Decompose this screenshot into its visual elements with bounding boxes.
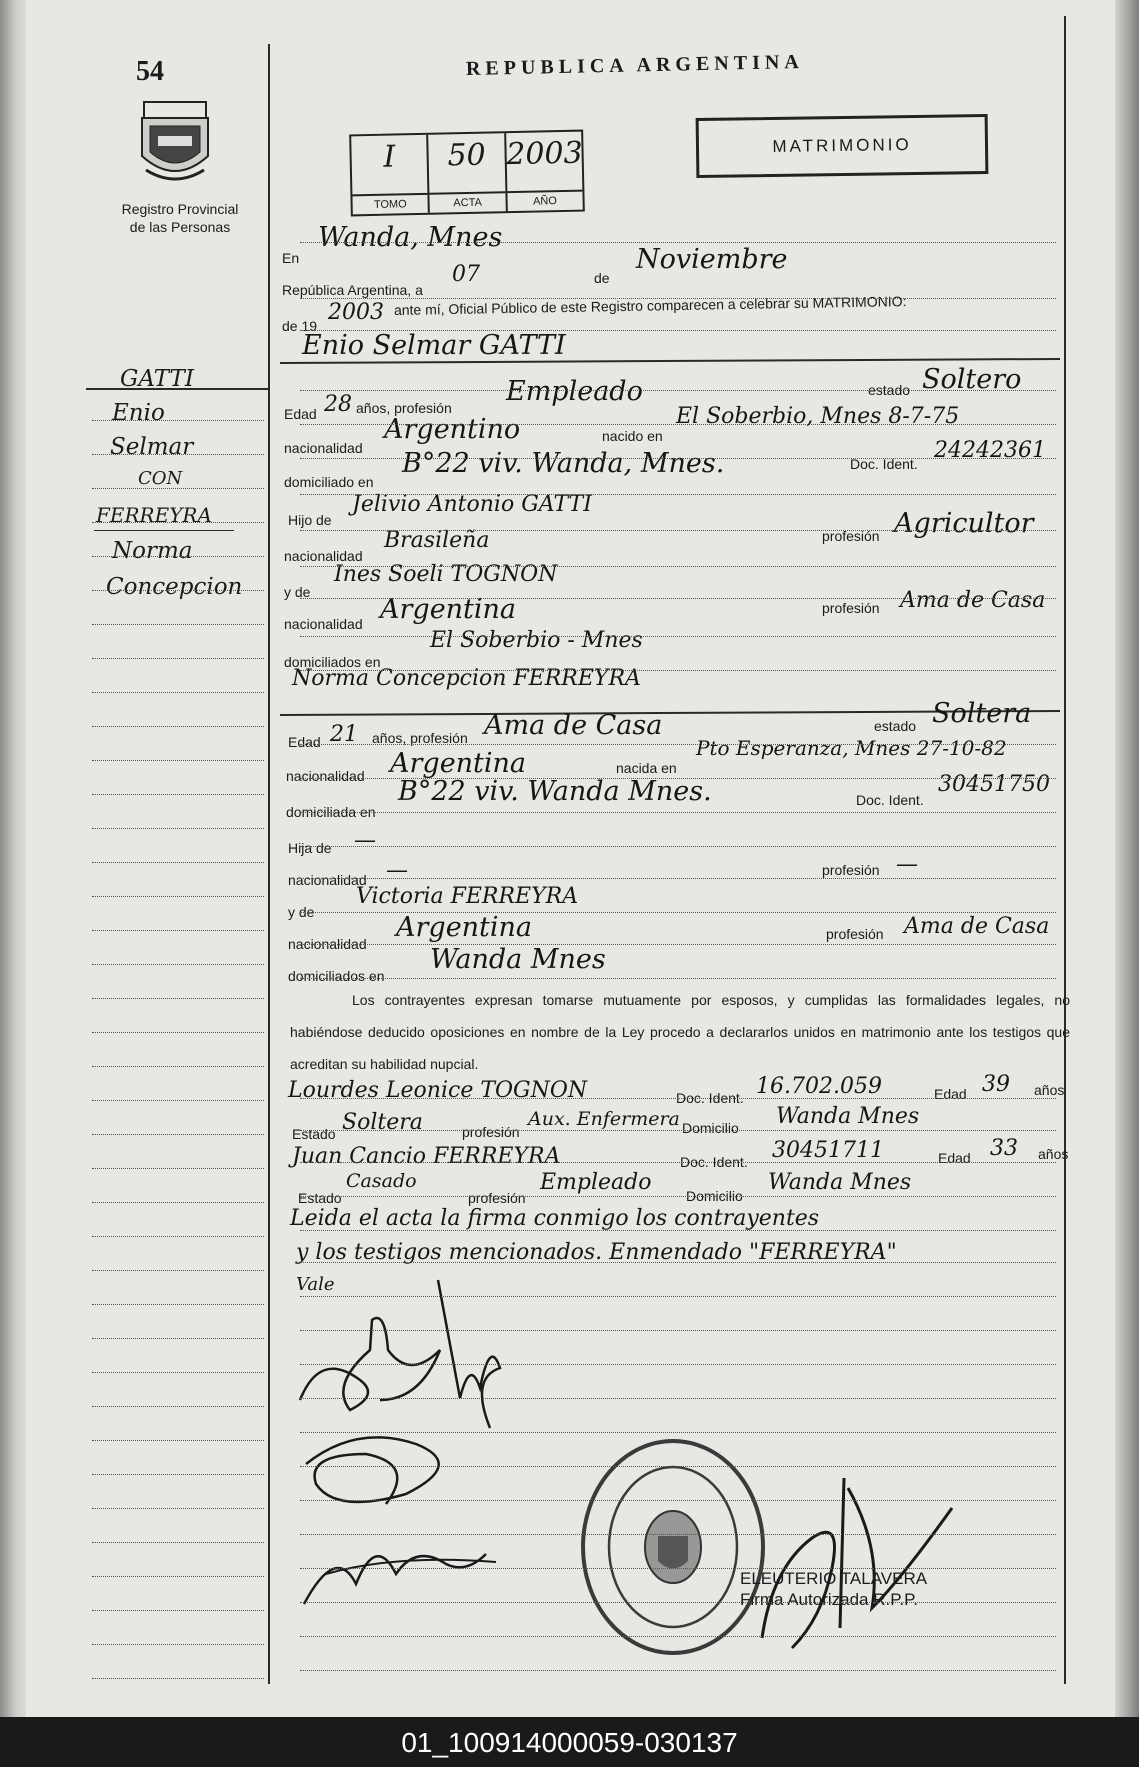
registry-line-1: Registro Provincial bbox=[121, 201, 239, 217]
bride-status: Soltera bbox=[932, 698, 1032, 729]
witness-1-doc: 16.702.059 bbox=[756, 1074, 882, 1099]
groom-father-nationality: Brasileña bbox=[384, 528, 490, 553]
label-profesion: profesión bbox=[826, 926, 884, 942]
declaration-text: Los contrayentes expresan tomarse mutuamente por esposos, y cumplidas las formalidades legales, no habiéndose deducido oposiciones en nombre de la Ley procedo a declararlos unidos en matrimonio ante los testigos que acreditan su habilidad nupcial. bbox=[290, 992, 1070, 1072]
groom-nationality: Argentino bbox=[384, 414, 521, 445]
ruled-line bbox=[92, 1678, 264, 1679]
ruled-line bbox=[92, 1474, 264, 1475]
bride-father: — bbox=[354, 828, 376, 853]
label-republica: República Argentina, a bbox=[282, 282, 423, 298]
closing-note-line: y los testigos mencionados. Enmendado "FERREYRA" bbox=[296, 1240, 897, 1265]
margin-divider bbox=[268, 44, 270, 1684]
bride-profession: Ama de Casa bbox=[484, 710, 663, 741]
label-nacionalidad: nacionalidad bbox=[286, 768, 365, 784]
ruled-line bbox=[92, 1270, 264, 1271]
ruled-line bbox=[300, 424, 1056, 425]
ruled-line bbox=[92, 794, 264, 795]
label-profesion: profesión bbox=[822, 600, 880, 616]
day-value: 07 bbox=[452, 262, 480, 287]
book-binding bbox=[0, 0, 26, 1717]
ruled-line bbox=[92, 1236, 264, 1237]
bride-father-profession: — bbox=[896, 852, 918, 877]
ruled-line bbox=[300, 1466, 1056, 1467]
bride-mother-nationality: Argentina bbox=[396, 912, 533, 943]
margin-note: Enio bbox=[112, 400, 165, 426]
ruled-line bbox=[92, 1542, 264, 1543]
official-title: Firma Autorizada R.P.P. bbox=[740, 1590, 918, 1609]
closing-note-line: Leida el acta la firma conmigo los contrayentes bbox=[290, 1206, 820, 1231]
ruled-line bbox=[92, 998, 264, 999]
reference-box bbox=[349, 130, 585, 217]
ruled-line bbox=[92, 760, 264, 761]
ruled-line bbox=[92, 896, 264, 897]
ruled-line bbox=[300, 242, 1056, 243]
margin-rule bbox=[94, 530, 234, 531]
groom-father-profession: Agricultor bbox=[894, 508, 1034, 539]
official-name: ELEUTERIO TALAVERA bbox=[740, 1569, 928, 1588]
ruled-line bbox=[92, 862, 264, 863]
label-en: En bbox=[282, 250, 300, 266]
label-profesion: profesión bbox=[822, 862, 880, 878]
official-signature-block bbox=[740, 1568, 927, 1610]
ruled-line bbox=[92, 1202, 264, 1203]
bride-doc: 30451750 bbox=[938, 772, 1050, 797]
witness-2-profession: Empleado bbox=[540, 1170, 652, 1195]
ruled-line bbox=[300, 1670, 1056, 1671]
comparecen-text: ante mí, Oficial Público de este Registro comparecen a celebrar su MATRIMONIO: bbox=[393, 293, 907, 318]
ruled-line bbox=[300, 1262, 1056, 1263]
registry-name bbox=[100, 200, 260, 236]
label-nacionalidad: nacionalidad bbox=[284, 548, 363, 564]
label-profesion: profesión bbox=[468, 1190, 526, 1206]
ruled-line bbox=[92, 1032, 264, 1033]
acta-cell bbox=[429, 133, 508, 213]
groom-birthplace: El Soberbio, Mnes 8-7-75 bbox=[676, 404, 960, 429]
ruled-line bbox=[300, 1398, 1056, 1399]
ano-value: 2003 bbox=[505, 135, 583, 173]
ruled-line bbox=[92, 522, 264, 523]
acta-value: 50 bbox=[447, 137, 487, 174]
year-value: 2003 bbox=[328, 300, 384, 325]
page-number: 54 bbox=[136, 56, 164, 87]
label-doc-ident: Doc. Ident. bbox=[680, 1154, 748, 1170]
margin-note: FERREYRA bbox=[96, 503, 212, 527]
ruled-line bbox=[300, 1602, 1056, 1603]
ruled-line bbox=[92, 1644, 264, 1645]
ruled-line bbox=[92, 658, 264, 659]
label-nacida: nacida en bbox=[616, 760, 677, 776]
tomo-label: TOMO bbox=[352, 193, 428, 215]
ruled-line bbox=[92, 1508, 264, 1509]
ruled-line bbox=[300, 670, 1056, 671]
ruled-line bbox=[300, 978, 1056, 979]
ruled-line bbox=[300, 778, 1056, 779]
ano-cell bbox=[506, 132, 583, 212]
ruled-line bbox=[92, 624, 264, 625]
witness-2-age: 33 bbox=[990, 1136, 1018, 1161]
ruled-line bbox=[300, 494, 1056, 495]
ruled-line bbox=[300, 1296, 1056, 1297]
ruled-line bbox=[300, 878, 1056, 879]
ruled-line bbox=[92, 1610, 264, 1611]
ruled-line bbox=[300, 1098, 1056, 1099]
provincial-crest-icon bbox=[136, 96, 214, 188]
margin-note: Norma bbox=[112, 538, 193, 564]
witness-2-address: Wanda Mnes bbox=[768, 1170, 912, 1195]
record-type: MATRIMONIO bbox=[772, 135, 912, 156]
ruled-line bbox=[300, 1330, 1056, 1331]
label-estado: Estado bbox=[298, 1190, 342, 1206]
ruled-line bbox=[92, 1406, 264, 1407]
bride-birthplace: Pto Esperanza, Mnes 27-10-82 bbox=[696, 736, 1007, 760]
witness-1-address: Wanda Mnes bbox=[776, 1104, 920, 1129]
ruled-line bbox=[300, 1636, 1056, 1637]
groom-father: Jelivio Antonio GATTI bbox=[352, 492, 592, 517]
ruled-line bbox=[300, 598, 1056, 599]
label-doc-ident: Doc. Ident. bbox=[856, 792, 924, 808]
margin-note: GATTI bbox=[120, 366, 194, 392]
groom-status: Soltero bbox=[922, 364, 1022, 395]
ruled-line bbox=[92, 930, 264, 931]
ruled-line bbox=[300, 812, 1056, 813]
label-profesion: profesión bbox=[462, 1124, 520, 1140]
label-hijo-de: Hijo de bbox=[288, 512, 332, 528]
label-doc-ident: Doc. Ident. bbox=[676, 1090, 744, 1106]
record-type-box bbox=[696, 114, 989, 178]
margin-note: CON bbox=[138, 468, 183, 489]
label-anos: años bbox=[1034, 1082, 1065, 1098]
witness-1-profession: Aux. Enfermera bbox=[528, 1108, 680, 1130]
label-nacido: nacido en bbox=[602, 428, 663, 444]
ruled-line bbox=[92, 454, 264, 455]
ruled-line bbox=[92, 488, 264, 489]
witness-2-name: Juan Cancio FERREYRA bbox=[292, 1144, 561, 1169]
registry-line-2: de las Personas bbox=[129, 219, 231, 235]
label-edad: Edad bbox=[934, 1086, 967, 1102]
label-anos: años bbox=[1038, 1146, 1069, 1162]
label-edad: Edad bbox=[288, 734, 321, 750]
label-domiciliado: domiciliado en bbox=[284, 474, 374, 490]
ruled-line bbox=[92, 556, 264, 557]
ruled-line bbox=[300, 1432, 1056, 1433]
ruled-line bbox=[92, 828, 264, 829]
ruled-line bbox=[300, 846, 1056, 847]
ruled-line bbox=[92, 692, 264, 693]
witness-2-status: Casado bbox=[346, 1170, 417, 1192]
ruled-line bbox=[92, 1066, 264, 1067]
margin-note: Concepcion bbox=[106, 574, 243, 600]
ruled-line bbox=[300, 944, 1056, 945]
groom-age: 28 bbox=[324, 392, 352, 417]
signature-bride-icon bbox=[430, 1278, 520, 1438]
bride-address: B°22 viv. Wanda Mnes. bbox=[398, 776, 712, 807]
ruled-line bbox=[92, 590, 264, 591]
ruled-line bbox=[300, 636, 1056, 637]
ruled-line bbox=[300, 298, 1056, 299]
ruled-line bbox=[300, 744, 1056, 745]
ruled-line bbox=[92, 420, 264, 421]
label-anos-profesion: años, profesión bbox=[372, 730, 468, 746]
ruled-line bbox=[92, 1372, 264, 1373]
ruled-line bbox=[92, 1168, 264, 1169]
ruled-line bbox=[92, 1440, 264, 1441]
acta-label: ACTA bbox=[430, 191, 506, 213]
label-estado: estado bbox=[874, 718, 917, 734]
bride-name: Norma Concepcion FERREYRA bbox=[292, 666, 641, 691]
ruled-line bbox=[92, 726, 264, 727]
label-nacionalidad: nacionalidad bbox=[284, 616, 363, 632]
ruled-line bbox=[300, 1162, 1056, 1163]
tomo-value: I bbox=[383, 139, 396, 175]
bride-nationality: Argentina bbox=[390, 748, 527, 779]
right-border bbox=[1064, 16, 1066, 1684]
ruled-line bbox=[300, 1196, 1056, 1197]
label-estado: estado bbox=[868, 382, 911, 398]
ruled-line bbox=[300, 1364, 1056, 1365]
label-y-de: y de bbox=[284, 584, 311, 600]
bride-mother-profession: Ama de Casa bbox=[904, 914, 1050, 939]
label-nacionalidad: nacionalidad bbox=[284, 440, 363, 456]
tomo-cell bbox=[351, 135, 430, 215]
ruled-line bbox=[300, 1230, 1056, 1231]
bride-age: 21 bbox=[330, 722, 358, 747]
page-edge bbox=[1115, 0, 1139, 1717]
groom-parents-address: El Soberbio - Mnes bbox=[430, 628, 643, 653]
label-edad: Edad bbox=[284, 406, 317, 422]
ruled-line bbox=[300, 390, 1056, 391]
label-nacionalidad: nacionalidad bbox=[288, 872, 367, 888]
groom-mother-nationality: Argentina bbox=[380, 594, 517, 625]
label-domiciliada: domiciliada en bbox=[286, 804, 376, 820]
label-anos-profesion: años, profesión bbox=[356, 400, 452, 416]
ruled-line bbox=[92, 1576, 264, 1577]
country-title: REPUBLICA ARGENTINA bbox=[465, 50, 804, 80]
label-edad: Edad bbox=[938, 1150, 971, 1166]
ruled-line bbox=[92, 1338, 264, 1339]
label-domiciliados: domiciliados en bbox=[288, 968, 385, 984]
footer-code: 01_100914000059-030137 bbox=[401, 1727, 738, 1758]
bride-parents-address: Wanda Mnes bbox=[430, 944, 606, 975]
label-y-de: y de bbox=[288, 904, 315, 920]
witness-2-doc: 30451711 bbox=[772, 1138, 884, 1163]
label-de-19: de 19 bbox=[282, 318, 318, 334]
month-value: Noviembre bbox=[636, 244, 788, 275]
witness-1-age: 39 bbox=[982, 1072, 1010, 1097]
groom-name: Enio Selmar GATTI bbox=[302, 330, 566, 361]
label-estado: Estado bbox=[292, 1126, 336, 1142]
margin-note: Selmar bbox=[110, 434, 194, 460]
ruled-line bbox=[300, 1568, 1056, 1569]
ruled-line bbox=[300, 330, 1056, 331]
ano-label: AÑO bbox=[507, 190, 583, 212]
ruled-line bbox=[300, 1534, 1056, 1535]
groom-doc: 24242361 bbox=[934, 438, 1046, 463]
bride-father-nationality: — bbox=[386, 858, 408, 883]
place-value: Wanda, Mnes bbox=[318, 222, 503, 253]
witness-1-name: Lourdes Leonice TOGNON bbox=[288, 1078, 588, 1103]
label-hija-de: Hija de bbox=[288, 840, 332, 856]
witness-1-status: Soltera bbox=[342, 1110, 423, 1135]
ruled-line bbox=[300, 530, 1056, 531]
label-nacionalidad: nacionalidad bbox=[288, 936, 367, 952]
label-de: de bbox=[594, 270, 610, 286]
ruled-line bbox=[92, 1304, 264, 1305]
ruled-line bbox=[300, 1130, 1056, 1131]
label-domicilio: Domicilio bbox=[686, 1188, 743, 1204]
label-domiciliados: domiciliados en bbox=[284, 654, 381, 670]
groom-mother-profession: Ama de Casa bbox=[900, 588, 1046, 613]
label-domicilio: Domicilio bbox=[682, 1120, 739, 1136]
closing-note-line: Vale bbox=[296, 1274, 335, 1295]
ruled-line bbox=[300, 912, 1056, 913]
groom-address: B°22 viv. Wanda, Mnes. bbox=[402, 448, 725, 479]
bride-mother: Victoria FERREYRA bbox=[356, 884, 579, 909]
ruled-line bbox=[92, 1134, 264, 1135]
signature-witnesses-icon bbox=[296, 1424, 496, 1624]
ruled-line bbox=[300, 1500, 1056, 1501]
ruled-line bbox=[92, 964, 264, 965]
ruled-line bbox=[92, 1100, 264, 1101]
signature-official-icon bbox=[752, 1468, 972, 1658]
label-profesion: profesión bbox=[822, 528, 880, 544]
groom-mother: Ines Soeli TOGNON bbox=[334, 562, 558, 587]
ruled-line bbox=[300, 566, 1056, 567]
groom-profession: Empleado bbox=[506, 376, 643, 407]
ruled-line bbox=[300, 458, 1056, 459]
label-doc-ident: Doc. Ident. bbox=[850, 456, 918, 472]
official-stamp-icon bbox=[578, 1436, 768, 1658]
